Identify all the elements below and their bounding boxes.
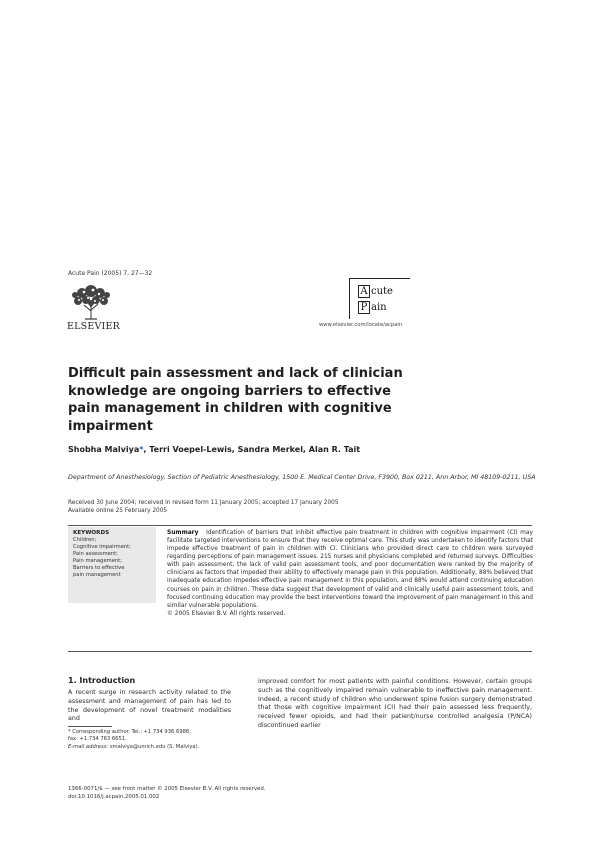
email-address[interactable]: smalviya@umich.edu (S. Malviya). [109,743,200,750]
bottom-metadata [68,786,265,801]
affiliation: Department of Anesthesiology, Section of Pediatric Anesthesiology, 1500 E. Medical Center Drive, F3900, Box 0211, Ann Arbor, MI 48109-0211, USA [68,474,536,481]
keyword-item: Pain management; [73,558,122,564]
author-list [68,445,360,454]
abstract [167,529,533,618]
keyword-item: Cognitive impairment; [73,544,131,550]
keywords-top-rule [68,525,532,526]
journal-logo-letter-a: A [358,285,370,298]
keywords-heading: KEYWORDS [73,530,110,536]
online-date: Available online 25 February 2005 [68,507,168,514]
journal-url[interactable]: www.elsevier.com/locate/acpain [319,322,403,328]
doi-line[interactable]: doi:10.1016/j.acpain.2005.01.002 [68,793,160,800]
article-history [68,500,339,515]
copyright-notice: © 2005 Elsevier B.V. All rights reserved. [167,610,286,617]
keywords-box [68,527,156,603]
corresponding-author-mark[interactable]: * [139,445,144,454]
journal-logo-word-2: ain [371,302,387,313]
footnote-rule [68,726,112,727]
received-dates: Received 30 June 2004; received in revised form 11 January 2005; accepted 17 January 2005 [68,500,339,506]
footnote [68,729,243,751]
keyword-item: Barriers to effective [73,565,125,571]
abstract-text: Identification of barriers that inhibit effective pain treatment in children with cognitive impairment (CI) may facilitate targeted interventions to ensure that they receive optimal care. This study was undertaken to identify factors that impede effective treatment of pain in children with CI. Clinicians who provided direct care to children were surveyed regarding perceptions of pain management issues. 215 nurses and physicians completed and returned surveys. Difficulties with pain assessment, the lack of valid pain assessment tools, and poor documentation were ranked by the majority of clinicians as factors that impeded their ability to effectively manage pain in this population. Additionally, 88% believed that inadequate education impedes effective pain management in this population, and 88% would attend continuing education courses on pain in children. These data suggest that development of valid and clinically useful pain assessment tools, and focused continuing education may provide the best interventions toward the improvement of pain management in this and similar vulnerable populations. [167,530,533,609]
email-label: E-mail address: [68,743,109,750]
journal-reference: Acute Pain (2005) 7, 27—32 [68,270,153,277]
journal-logo-letter-p: P [358,301,370,314]
paper-title: Difficult pain assessment and lack of clinician knowledge are ongoing barriers to effective pain management in children with cognitive impairment [68,366,403,434]
publisher-name: ELSEVIER [67,321,120,332]
footnote-fax: fax: +1 734 763 6651. [68,736,127,743]
footnote-corresponding: * Corresponding author. Tel.: +1 734 936 6986; [68,729,191,735]
body-text-right-column: improved comfort for most patients with painful conditions. However, certain groups such as the cognitively impaired remain vulnerable to ineffective pain management. Indeed, a recent study of children who underwent spine fusion surgery demonstrated that those with cognitive impairment (CI) had their pain assessed less frequently, received fewer opioids, and had their patient/nurse controlled analgesia (P/NCA) discontinued earlier [258,678,532,729]
keyword-item: pain management [73,572,121,578]
abstract-bottom-rule [68,651,532,652]
body-text-left-column: A recent surge in research activity related to the assessment and management of pain has led to the development of novel treatment modalities and [68,689,231,723]
keyword-item: Pain assessment; [73,551,118,557]
journal-logo [349,278,410,319]
footnote-email [68,744,243,751]
author-name: Shobha Malviya [68,445,140,454]
coauthor-names: , Terri Voepel-Lewis, Sandra Merkel, Alan R. Tait [143,445,361,454]
abstract-label: Summary [167,530,199,536]
journal-logo-word-1: cute [371,286,393,297]
issn-line: 1366-0071/$ — see front matter © 2005 Elsevier B.V. All rights reserved. [68,786,266,792]
keyword-item: Children; [73,537,97,543]
section-heading: 1. Introduction [68,676,136,685]
